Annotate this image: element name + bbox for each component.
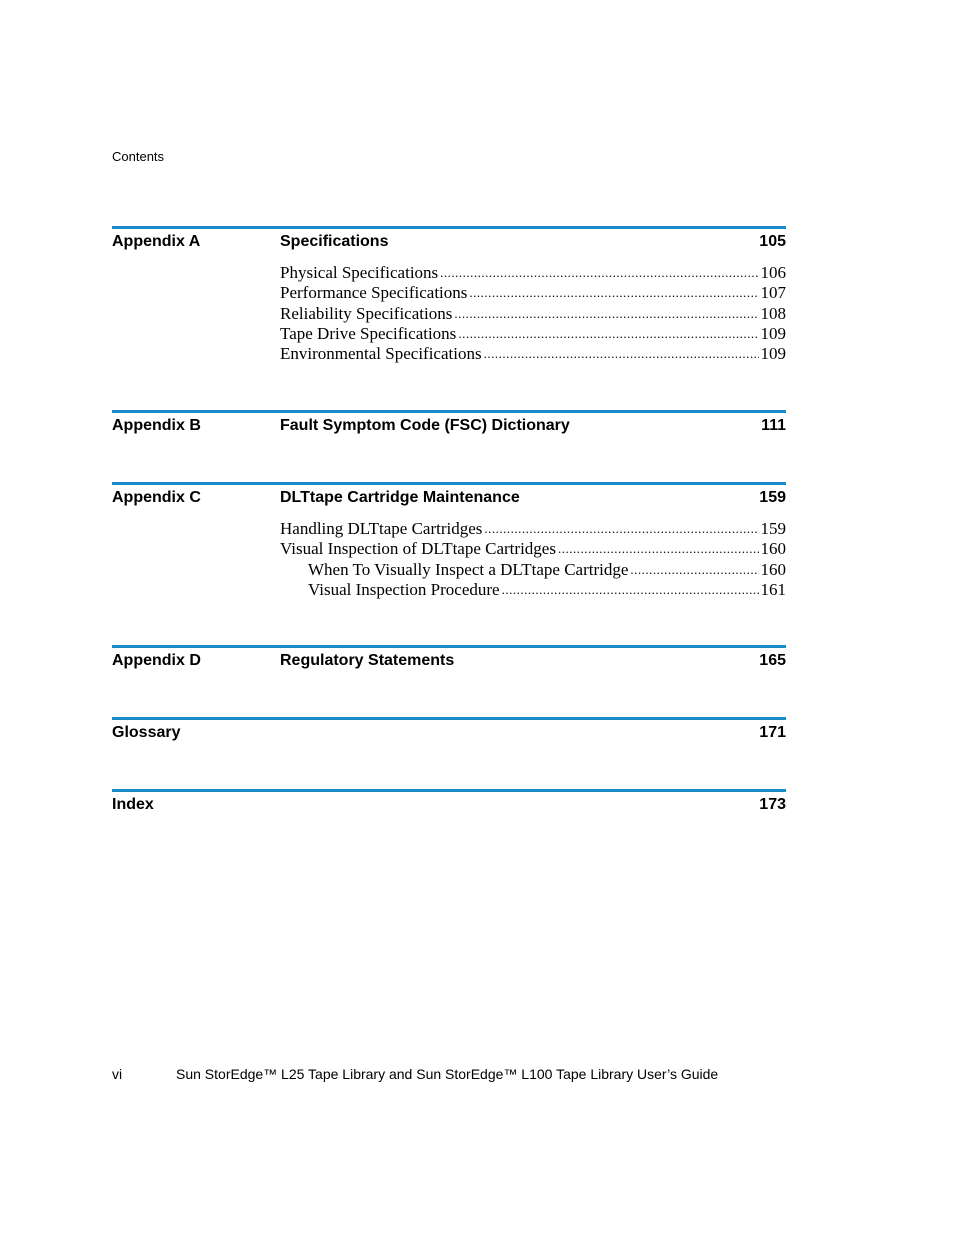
section-label: Appendix B: [112, 417, 201, 434]
toc-entry: [280, 304, 786, 324]
toc-entry-title: Physical Specifications: [280, 263, 439, 282]
toc-section-heading: [112, 417, 786, 439]
section-label: Appendix C: [112, 489, 201, 506]
running-head: Contents: [112, 149, 165, 164]
dot-leader: [502, 580, 759, 600]
section-title: Regulatory Statements: [280, 652, 455, 669]
toc-entry: [280, 263, 786, 283]
toc-entry-title: Visual Inspection of DLTtape Cartridges: [280, 539, 556, 559]
toc-entry-page: 109: [760, 323, 786, 343]
toc-section-heading: [112, 796, 786, 818]
toc-section-heading: [112, 724, 786, 746]
toc-entry-page: 161: [760, 579, 786, 599]
toc-entry: [308, 580, 786, 600]
toc-entry-title: When To Visually Inspect a DLTtape Cartridge: [308, 559, 629, 579]
section-label: Appendix D: [112, 652, 201, 669]
section-title: Fault Symptom Code (FSC) Dictionary: [280, 417, 570, 434]
section-title: DLTtape Cartridge Maintenance: [280, 489, 520, 506]
section-page-number: 105: [759, 233, 786, 250]
page-number: vi: [112, 1066, 123, 1082]
toc-entry: [280, 324, 786, 344]
section-label: Appendix A: [112, 233, 201, 250]
section-page-number: 111: [761, 417, 786, 434]
toc-entry-page: 159: [760, 519, 786, 538]
toc-entry-title: Visual Inspection Procedure: [308, 579, 500, 599]
toc-entry-list: [112, 519, 786, 600]
toc-entry: [280, 519, 786, 539]
toc-entry-title: Tape Drive Specifications: [280, 323, 457, 343]
section-page-number: 159: [759, 489, 786, 506]
toc-entry-page: 160: [760, 559, 786, 579]
toc-entry-page: 107: [760, 283, 786, 303]
toc-entry-page: 109: [760, 344, 786, 364]
toc-entry: [280, 283, 786, 303]
toc-section: [112, 482, 786, 600]
toc-entry-title: Environmental Specifications: [280, 344, 482, 364]
toc-entry-title: Handling DLTtape Cartridges: [280, 519, 483, 538]
dot-leader: [484, 519, 758, 539]
toc-entry: [308, 560, 786, 580]
toc-entry-page: 108: [760, 303, 786, 323]
toc-entry-title: Performance Specifications: [280, 283, 468, 303]
dot-leader: [440, 263, 758, 283]
toc-section: [112, 789, 786, 818]
section-label: Glossary: [112, 724, 181, 741]
section-label: Index: [112, 796, 154, 813]
toc-section: [112, 717, 786, 746]
book-title: Sun StorEdge™ L25 Tape Library and Sun StorEdge™ L100 Tape Library User’s Guide: [176, 1066, 719, 1082]
toc-section-heading: [112, 489, 786, 511]
section-page-number: 171: [759, 724, 786, 741]
section-page-number: 165: [759, 652, 786, 669]
dot-leader: [484, 344, 759, 364]
toc-entry-page: 160: [760, 539, 786, 559]
toc-entry-page: 106: [760, 263, 786, 282]
dot-leader: [454, 304, 758, 324]
toc-section: [112, 226, 786, 364]
toc-section: [112, 410, 786, 439]
toc-entry: [280, 539, 786, 559]
toc-entry-title: Reliability Specifications: [280, 303, 453, 323]
section-page-number: 173: [759, 796, 786, 813]
toc-entry: [280, 344, 786, 364]
dot-leader: [630, 560, 758, 580]
toc-entry-list: [112, 263, 786, 364]
toc-section: [112, 645, 786, 674]
dot-leader: [469, 283, 758, 303]
toc-section-heading: [112, 233, 786, 255]
dot-leader: [458, 324, 758, 344]
section-title: Specifications: [280, 233, 389, 250]
toc-section-heading: [112, 652, 786, 674]
dot-leader: [558, 539, 759, 559]
